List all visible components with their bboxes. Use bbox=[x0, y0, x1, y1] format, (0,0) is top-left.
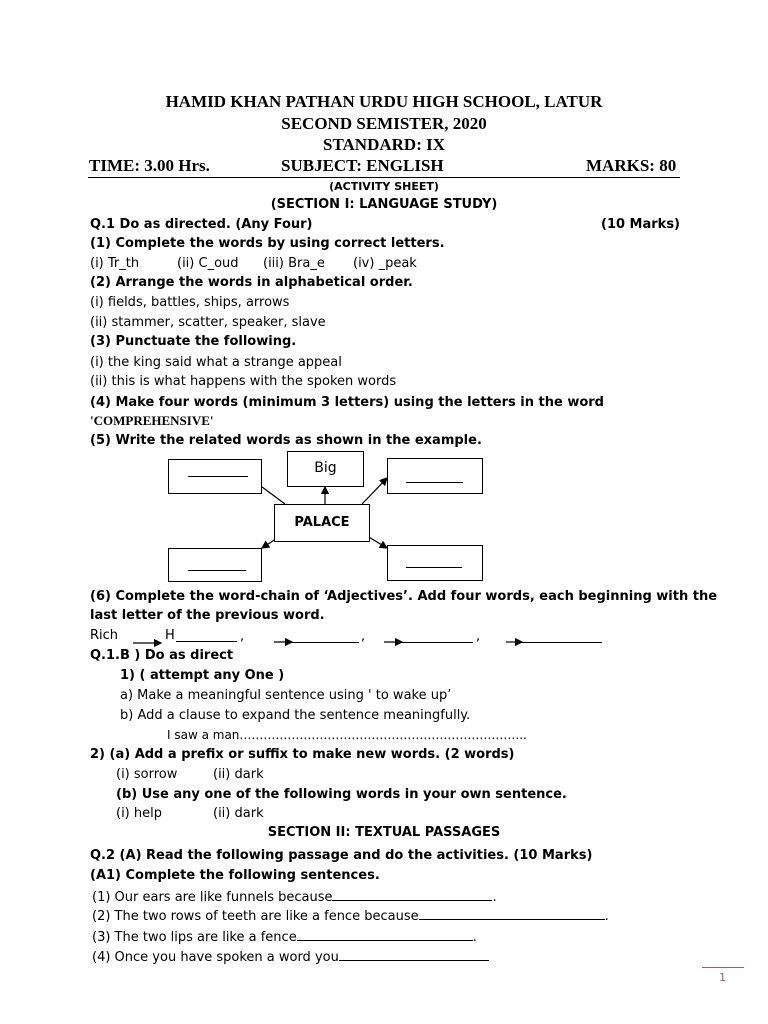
q1b-a: a) Make a meaningful sentence using ' to wake up’ bbox=[120, 688, 452, 703]
q2-s1: (1) Our ears are like funnels because bbox=[92, 890, 333, 905]
activity-sheet: (ACTIVITY SHEET) bbox=[329, 180, 439, 193]
chain-comma: , bbox=[476, 629, 481, 644]
q2-sentence-row bbox=[92, 928, 477, 945]
answer-blank[interactable] bbox=[419, 907, 605, 920]
q2-s4: (4) Once you have spoken a word you bbox=[92, 950, 339, 965]
section2-title: SECTION II: TEXTUAL PASSAGES bbox=[267, 825, 501, 840]
web-center-word: PALACE bbox=[294, 515, 350, 530]
time: TIME: 3.00 Hrs. bbox=[89, 156, 210, 175]
standard: STANDARD: IX bbox=[323, 135, 445, 154]
q1b-sub2-item: (ii) dark bbox=[213, 767, 264, 782]
subject: SUBJECT: ENGLISH bbox=[281, 156, 444, 175]
q1-p6-heading-line1: (6) Complete the word-chain of ‘Adjectives’. Add four words, each beginning with the bbox=[90, 589, 718, 604]
q1-p4-word: 'COMPREHENSIVE' bbox=[90, 413, 214, 428]
chain-comma: , bbox=[240, 629, 245, 644]
page-number-rule bbox=[702, 967, 744, 968]
q1-marks: (10 Marks) bbox=[601, 217, 681, 232]
semester: SECOND SEMISTER, 2020 bbox=[281, 114, 487, 133]
q2-s2: (2) The two rows of teeth are like a fence because bbox=[92, 909, 419, 924]
q2-sentence-row bbox=[92, 948, 489, 965]
q1b-sub2b-item: (i) help bbox=[116, 806, 162, 821]
q1-p5-heading: (5) Write the related words as shown in the example. bbox=[90, 433, 482, 448]
q1-p1-heading: (1) Complete the words by using correct letters. bbox=[90, 236, 445, 251]
period: . bbox=[604, 909, 609, 924]
q1-p1-item: (iv) _peak bbox=[353, 256, 417, 271]
answer-blank[interactable] bbox=[332, 888, 492, 901]
q1-p2-heading: (2) Arrange the words in alphabetical order. bbox=[90, 275, 413, 290]
answer-blank[interactable] bbox=[297, 928, 473, 941]
q2-a1: (A1) Complete the following sentences. bbox=[90, 868, 380, 883]
q1-p3-item: (ii) this is what happens with the spoken words bbox=[90, 374, 397, 389]
web-example-word: Big bbox=[314, 460, 337, 476]
q1-p3-item: (i) the king said what a strange appeal bbox=[90, 355, 342, 370]
q1-p2-item: (i) fields, battles, ships, arrows bbox=[90, 295, 290, 310]
q1b-sub2b: (b) Use any one of the following words in your own sentence. bbox=[116, 787, 567, 802]
period: . bbox=[492, 890, 497, 905]
chain-blank[interactable] bbox=[292, 630, 359, 643]
q1-title: Q.1 Do as directed. (Any Four) bbox=[90, 217, 313, 232]
q1b-b: b) Add a clause to expand the sentence meaningfully. bbox=[120, 708, 471, 723]
q1-p4-heading: (4) Make four words (minimum 3 letters) using the letters in the word bbox=[90, 395, 604, 410]
q1b-sub1: 1) ( attempt any One ) bbox=[120, 668, 285, 683]
school-name: HAMID KHAN PATHAN URDU HIGH SCHOOL, LATUR bbox=[165, 92, 603, 111]
q1b-sub2-item: (i) sorrow bbox=[116, 767, 178, 782]
q1b-title: Q.1.B ) Do as direct bbox=[90, 648, 234, 663]
q1b-saw-man: I saw a man……………………………………………………………... bbox=[167, 728, 527, 742]
chain-second-letter: H bbox=[165, 628, 175, 643]
chain-blank[interactable] bbox=[176, 629, 237, 642]
q1-p1-item: (iii) Bra_e bbox=[263, 256, 325, 271]
answer-blank[interactable] bbox=[339, 948, 489, 961]
q2-sentence-row bbox=[92, 907, 609, 924]
period: . bbox=[472, 930, 477, 945]
q1-p1-item: (i) Tr_th bbox=[90, 256, 140, 271]
q1b-sub2b-item: (ii) dark bbox=[213, 806, 264, 821]
q1-p3-heading: (3) Punctuate the following. bbox=[90, 334, 297, 349]
q2-s3: (3) The two lips are like a fence bbox=[92, 930, 297, 945]
q2-sentence-row bbox=[92, 888, 497, 905]
chain-comma: , bbox=[361, 629, 366, 644]
section1-title: (SECTION I: LANGUAGE STUDY) bbox=[270, 197, 498, 212]
q1-p2-item: (ii) stammer, scatter, speaker, slave bbox=[90, 315, 326, 330]
q1-p1-item: (ii) C_oud bbox=[177, 256, 239, 271]
q1b-sub2: 2) (a) Add a prefix or suffix to make new words. (2 words) bbox=[90, 747, 515, 762]
marks: MARKS: 80 bbox=[586, 156, 677, 175]
q1-p6-heading-line2: last letter of the previous word. bbox=[90, 608, 325, 623]
q2-title: Q.2 (A) Read the following passage and do the activities. (10 Marks) bbox=[90, 848, 593, 863]
chain-blank[interactable] bbox=[402, 630, 473, 643]
chain-blank[interactable] bbox=[522, 630, 602, 643]
page-number: 1 bbox=[719, 971, 726, 984]
chain-start-word: Rich bbox=[90, 628, 119, 643]
